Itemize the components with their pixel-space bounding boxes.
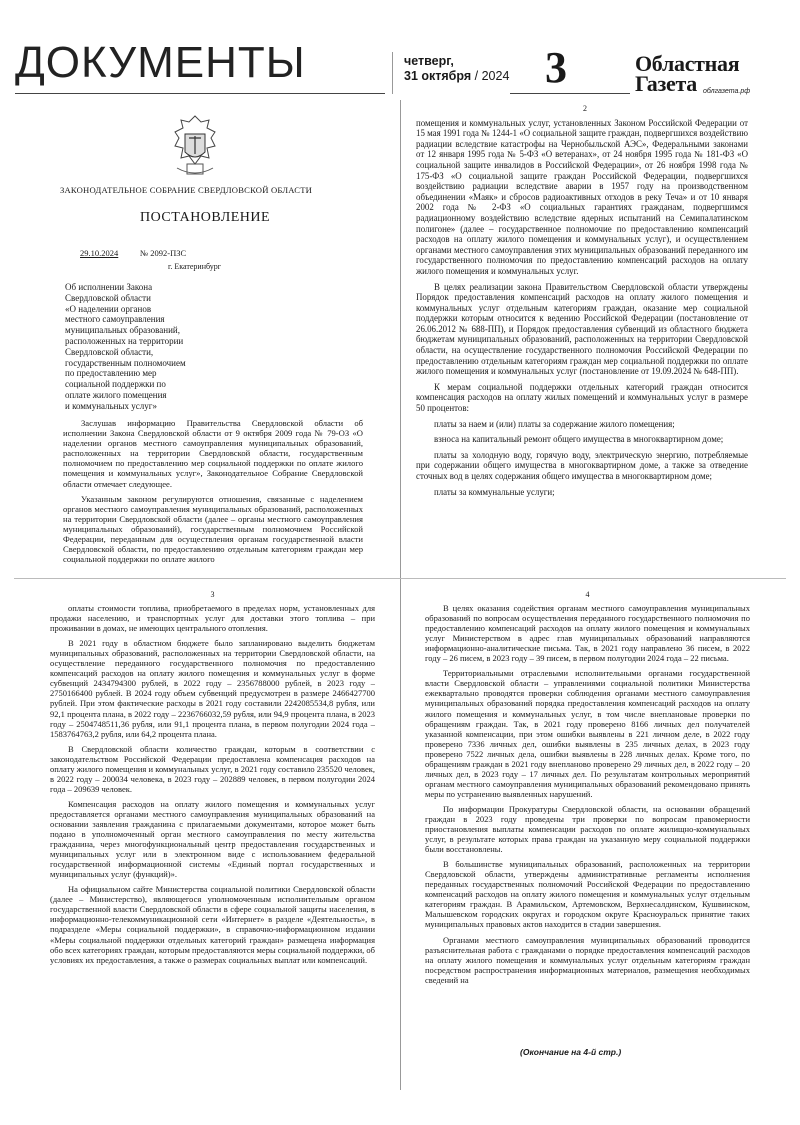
masthead-divider [392, 52, 393, 94]
paragraph: В большинстве муниципальных образований, расположенных на территории Свердловской области, утверждены административные регламенты исполнения переданных государственных полномочий Российской Федерации по предоставлению компенсаций расходов на оплату жилого помещения и коммунальных услуг отдельным категориям граждан. В Арамильском, Артемовском, Верхнесалдинском, Кушвинском, Малышевском городских округах и городском округе Красноуральск принятие таких муниципальных правовых актов находится в стадии завершения. [425, 859, 750, 930]
paragraph: На официальном сайте Министерства социальной политики Свердловской области (далее – Министерство), являющегося уполномоченным исполнительным органом государственной власти Свердловской области в сфере социальной защиты населения, в информационно-телекоммуникационной сети «Интернет» в разделе «Деятельность», в подразделе «Меры социальной поддержки», в справочно-информационном издании «Меры социальной поддержки отдельных категорий граждан» размещена информация обо всех категориях граждан, которым предоставляются меры социальной поддержки, об условиях их предоставления, а также о размерах социальных выплат или компенсаций. [50, 884, 375, 965]
doc1-body [63, 418, 363, 570]
logo-line1: Областная [635, 51, 740, 76]
masthead-rule [15, 93, 385, 94]
weekday: четверг, [404, 54, 454, 68]
list-item: платы за коммунальные услуги; [434, 486, 555, 497]
paragraph: Компенсация расходов на оплату жилого помещения и коммунальных услуг предоставляется органами местного самоуправления муниципальных образований на основании заявления гражданина с прилагаемыми документами, которое может быть подано в уполномоченный орган местного самоуправления по месту жительства гражданина, через многофункциональный центр предоставления государственных и муниципальных услуг или в электронном виде с использованием федеральной государственной информационной системы «Единый портал государственных и муниципальных услуг (функций)». [50, 798, 375, 880]
paragraph: Заслушав информацию Правительства Свердловской области об исполнении Закона Свердловской области от 9 октября 2009 года № 79-ОЗ «О наделении органов местного самоуправления муниципальных образований, расположенных на территории Свердловской области, государственным полномочием по предоставлению мер социальной поддержки по оплате жилого помещения и коммунальных услуг», Законодательное Собрание Свердловской области отмечает следующее. [63, 418, 363, 489]
coat-of-arms-icon [165, 112, 225, 180]
list-item: взноса на капитальный ремонт общего имущества в многоквартирном доме; [434, 434, 724, 445]
paragraph: Органами местного самоуправления муниципальных образований проводится разъяснительная работа с гражданами о порядке предоставления компенсаций расходов на оплату жилого помещения и коммунальных услуг отдельным категориям граждан посредством распространения информационных материалов, размещения необходимых сведений на [425, 934, 750, 985]
paragraph: Территориальными отраслевыми исполнительными органами государственной власти Свердловской области – управлениями социальной политики Министерства ежеквартально проводятся проверки соблюдения органами местного самоуправления муниципальных образований порядка предоставления компенсаций расходов на оплату жилого помещения и коммунальных услуг, в том числе внеплановые проверки по обращениям граждан. Так, в 2021 году проверено 8166 личных дел получателей указанной компенсации, при этом ошибки выявлены в 221 личном деле, в 2022 году проверено 7336 личных дел, ошибки выявлены в 235 личных делах, в 2023 году проверено 7522 личных дела, ошибки выявлены в 228 личных делах. Кроме того, по обращениям граждан в 2021 году внепланово проверено 29 личных дел, в 2022 году – 20 личных дел, в 2023 году – 17 личных дел. По результатам контрольных мероприятий органам местного самоуправления муниципальных образований рекомендовано принять меры по устранению выявленных нарушений. [425, 668, 750, 799]
column-divider [400, 100, 401, 1090]
document-page-2 [410, 104, 760, 572]
document-page-3 [50, 590, 375, 1050]
paragraph: В целях оказания содействия органам местного самоуправления муниципальных образований по вопросам осуществления переданного государственного полномочия по предоставлению компенсаций расходов на оплату жилого помещения и коммунальных услуг Министерством в адрес глав муниципальных образований направляются информационно-аналитические письма. Так, в 2021 году направлено 36 писем, в 2022 году – 26 писем, в 2023 году – 39 писем, в первом полугодии 2024 года – 22 письма. [425, 603, 750, 664]
page-marker: 4 [585, 590, 590, 599]
list-item: платы за наем и (или) платы за содержание жилого помещения; [434, 418, 675, 429]
document-number: № 2092-ПЗС [140, 248, 187, 258]
page-marker: 2 [583, 104, 587, 113]
year: / 2024 [474, 69, 510, 83]
document-city: г. Екатеринбург [168, 262, 222, 271]
list-item: платы за холодную воду, горячую воду, электрическую энергию, потребляемые при содержании общего имущества в многоквартирном доме, а также за отведение сточных вод в целях содержания общего имущества в многоквартирном доме; [416, 449, 748, 481]
paragraph: По информации Прокуратуры Свердловской области, на основании обращений граждан в 2023 году проведены три проверки по вопросам правомерности приостановления выплаты компенсации расходов по оплате жилищно-коммунальных услуг, в результате которых права граждан на указанную меру социальной поддержки были восстановлены. [425, 803, 750, 855]
paragraph: Указанным законом регулируются отношения, связанные с наделением органов местного самоуправления муниципальных образований, расположенных на территории Свердловской области (далее – органы местного самоуправления муниципальных образований), государственным полномочием Российской Федерации, переданным для осуществления органам государственной власти Свердловской области, по предоставлению отдельным категориям граждан мер социальной поддержки по оплате жилого [63, 493, 363, 565]
paragraph: помещения и коммунальных услуг, установленных Законом Российской Федерации от 15 мая 1991 года № 1244-1 «О социальной защите граждан, подвергшихся воздействию радиации вследствие катастрофы на Чернобыльской АЭС», Федеральными законами от 12 января 1995 года № 5-ФЗ «О ветеранах», от 24 ноября 1995 года № 181-ФЗ «О социальной защите инвалидов в Российской Федерации», от 26 ноября 1998 года № 175-ФЗ «О социальной защите граждан Российской Федерации, подвергшихся воздействию радиации вследствие аварии в 1957 году на производственном объединении «Маяк» и сбросов радиоактивных отходов в реку Теча» и от 10 января 2002 года № 2-ФЗ «О социальных гарантиях гражданам, подвергшимся радиационному воздействию вследствие ядерных испытаний на Семипалатинском полигоне» (далее – государственное полномочие по предоставлению компенсаций расходов на оплату жилого помещения и коммунальных услуг), и осуществлением органами местного самоуправления этих муниципальных образований переданного им государственного полномочия по предоставлению компенсаций расходов на оплату жилого помещения и коммунальных услуг. [416, 117, 748, 276]
continuation-note: (Окончание на 4-й стр.) [520, 1047, 622, 1057]
logo-line2: Газета [635, 71, 697, 96]
site-url: облгазета.рф [703, 88, 751, 95]
paragraph: В 2021 году в областном бюджете было запланировано выделить бюджетам муниципальных образований, расположенных на территории Свердловской области, на осуществление переданного государственного полномочия по предоставлению компенсаций расходов на оплату жилого помещения и коммунальных услуг в форме субвенций 2434794300 рублей, в 2022 году – 2356788000 рублей, в 2023 году – 2750166400 рублей. В 2024 году объем субвенций предусмотрен в размере 2466427700 рублей. При этом фактические расходы в 2021 году составили 2242085534,8 рубля, или 92,1 процента плана, в 2022 году – 2236766032,59 рубля, или 94,9 процента плана, в 2023 году – 2504748511,36 рубля, или 91,1 процента плана, в первом полугодии 2024 года – 1583764763,2 рубля, или 64,2 процента плана. [50, 638, 375, 739]
date: 31 октября [404, 69, 472, 83]
legislature-name: ЗАКОНОДАТЕЛЬНОЕ СОБРАНИЕ СВЕРДЛОВСКОЙ ОБЛАСТИ [60, 185, 313, 195]
document-subject: Об исполнении Закона Свердловской области «О наделении органов местного самоуправления муниципальных образований, расположенных на территории Свердловской области, государственным полномочием по предоставлению мер социальной поддержки по оплате жилого помещения и коммунальных услуг» [65, 282, 186, 411]
paragraph: оплаты стоимости топлива, приобретаемого в пределах норм, установленных для продажи населению, и транспортных услуг для доставки этого топлива – при проживании в домах, не имеющих центрального отопления. [50, 603, 375, 634]
masthead-rule-right [510, 93, 630, 94]
paragraph: В Свердловской области количество граждан, которым в соответствии с законодательством Российской Федерации предоставлена компенсация расходов на оплату жилого помещения и коммунальных услуг, в 2021 году составило 235520 человек, в 2022 году – 200034 человека, в 2023 году – 202889 человек, в первом полугодии 2024 года – 209639 человек. [50, 743, 375, 794]
paragraph: В целях реализации закона Правительством Свердловской области утверждены Порядок предоставления компенсаций расходов на оплату жилого помещения и коммунальных услуг отдельным категориям граждан, оказание мер социальной поддержки которым относится к ведению Российской Федерации (постановление от 26.06.2012 № 688-ПП), и Порядок предоставления субвенций из областного бюджета бюджетам муниципальных образований, расположенных на территории Свердловской области, на осуществление государственного полномочия Российской Федерации по предоставлению отдельным категориям граждан мер социальной поддержки по оплате жилого помещения и коммунальных услуг (постановление от 19.09.2024 № 648-ПП). [416, 281, 748, 377]
section-title: ДОКУМЕНТЫ [15, 38, 306, 87]
page-marker: 3 [210, 590, 215, 599]
row-divider [14, 578, 786, 579]
paragraph: К мерам социальной поддержки отдельных категорий граждан относится компенсация расходов на оплату жилых помещений и коммунальных услуг в размере 50 процентов: [416, 381, 748, 414]
page-number: 3 [545, 43, 567, 92]
document-page-4 [425, 590, 750, 1042]
document-title: ПОСТАНОВЛЕНИЕ [140, 210, 271, 225]
issue-date [404, 54, 509, 84]
document-date: 29.10.2024 [80, 248, 119, 258]
